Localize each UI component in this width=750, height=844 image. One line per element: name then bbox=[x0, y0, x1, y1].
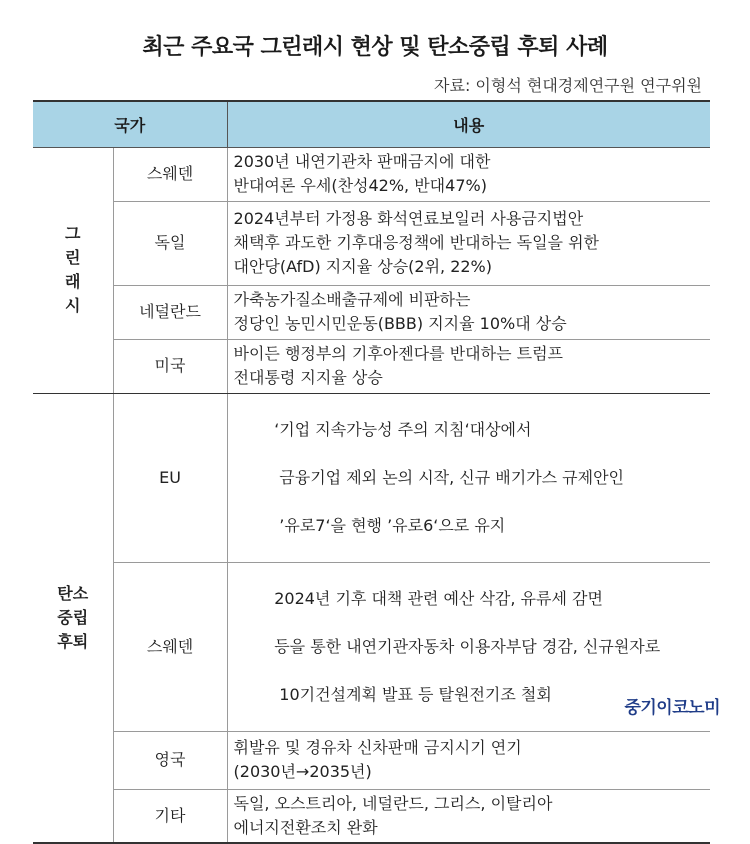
content-line: 반대여론 우세(찬성42%, 반대47%) bbox=[233, 176, 487, 195]
country-cell: 네덜란드 bbox=[113, 285, 227, 339]
group-label-line: 탄소 bbox=[57, 583, 89, 603]
group-label-line: 그 bbox=[65, 224, 81, 243]
country-cell: 스웨덴 bbox=[113, 147, 227, 201]
source-credit: 자료: 이형석 현대경제연구원 연구위원 bbox=[434, 76, 702, 95]
content-cell bbox=[227, 201, 710, 285]
table-row bbox=[33, 201, 710, 285]
table-row bbox=[33, 562, 710, 731]
group-label-line: 후퇴 bbox=[57, 631, 89, 651]
content-line: 등을 통한 내연기관자동차 이용자부담 경감, 신규원자로 bbox=[274, 636, 661, 656]
table-row bbox=[33, 147, 710, 201]
content-line: ‘기업 지속가능성 주의 지침‘대상에서 bbox=[274, 419, 532, 439]
content-cell bbox=[227, 731, 710, 789]
group-label-greenlash bbox=[33, 147, 113, 393]
content-cell bbox=[227, 393, 710, 562]
content-line: 전대통령 지지율 상승 bbox=[233, 368, 383, 387]
content-line: 2024년부터 가정용 화석연료보일러 사용금지법안 bbox=[233, 209, 584, 228]
content-line: 대안당(AfD) 지지율 상승(2위, 22%) bbox=[233, 257, 493, 276]
group-label-line: 래 bbox=[65, 272, 81, 291]
content-line: 에너지전환조치 완화 bbox=[233, 817, 378, 837]
group-label-line: 중립 bbox=[57, 607, 89, 627]
content-line: (2030년→2035년) bbox=[233, 762, 372, 781]
table-header-row bbox=[33, 101, 710, 147]
content-line: 가축농가질소배출규제에 비판하는 bbox=[233, 290, 471, 309]
content-line: 정당인 농민시민운동(BBB) 지지율 10%대 상승 bbox=[233, 314, 567, 333]
country-cell: 스웨덴 bbox=[113, 562, 227, 731]
content-line: 10기건설계획 발표 등 탈원전기조 철회 bbox=[274, 684, 552, 704]
country-cell: 미국 bbox=[113, 339, 227, 393]
content-cell bbox=[227, 285, 710, 339]
table-row bbox=[33, 731, 710, 789]
table-row bbox=[33, 285, 710, 339]
page-title: 최근 주요국 그린래시 현상 및 탄소중립 후퇴 사례 bbox=[142, 35, 608, 60]
content-line: 채택후 과도한 기후대응정책에 반대하는 독일을 위한 bbox=[233, 233, 599, 252]
content-cell bbox=[227, 147, 710, 201]
content-line: 독일, 오스트리아, 네덜란드, 그리스, 이탈리아 bbox=[233, 793, 553, 813]
table-row bbox=[33, 339, 710, 393]
content-cell bbox=[227, 339, 710, 393]
content-line: 바이든 행정부의 기후아젠다를 반대하는 트럼프 bbox=[233, 344, 563, 363]
table-row bbox=[33, 789, 710, 843]
table-row bbox=[33, 393, 710, 562]
header-country: 국가 bbox=[33, 101, 227, 147]
content-line: 금융기업 제외 논의 시작, 신규 배기가스 규제안인 bbox=[274, 467, 625, 487]
group-label-line: 린 bbox=[65, 248, 81, 267]
content-line: 휘발유 및 경유차 신차판매 금지시기 연기 bbox=[233, 738, 522, 757]
group-label-line: 시 bbox=[65, 296, 81, 315]
brand-logo-text: 중기이코노미 bbox=[624, 698, 720, 718]
content-line: ’유로7‘을 현행 ’유로6‘으로 유지 bbox=[274, 515, 506, 535]
header-content: 내용 bbox=[227, 101, 710, 147]
group-label-carbon-neutral-retreat bbox=[33, 393, 113, 843]
country-cell: 영국 bbox=[113, 731, 227, 789]
country-cell: EU bbox=[113, 393, 227, 562]
content-cell bbox=[227, 789, 710, 843]
comparison-table bbox=[33, 100, 710, 844]
country-cell: 기타 bbox=[113, 789, 227, 843]
content-line: 2030년 내연기관차 판매금지에 대한 bbox=[233, 152, 491, 171]
country-cell: 독일 bbox=[113, 201, 227, 285]
content-line: 2024년 기후 대책 관련 예산 삭감, 유류세 감면 bbox=[274, 588, 603, 608]
